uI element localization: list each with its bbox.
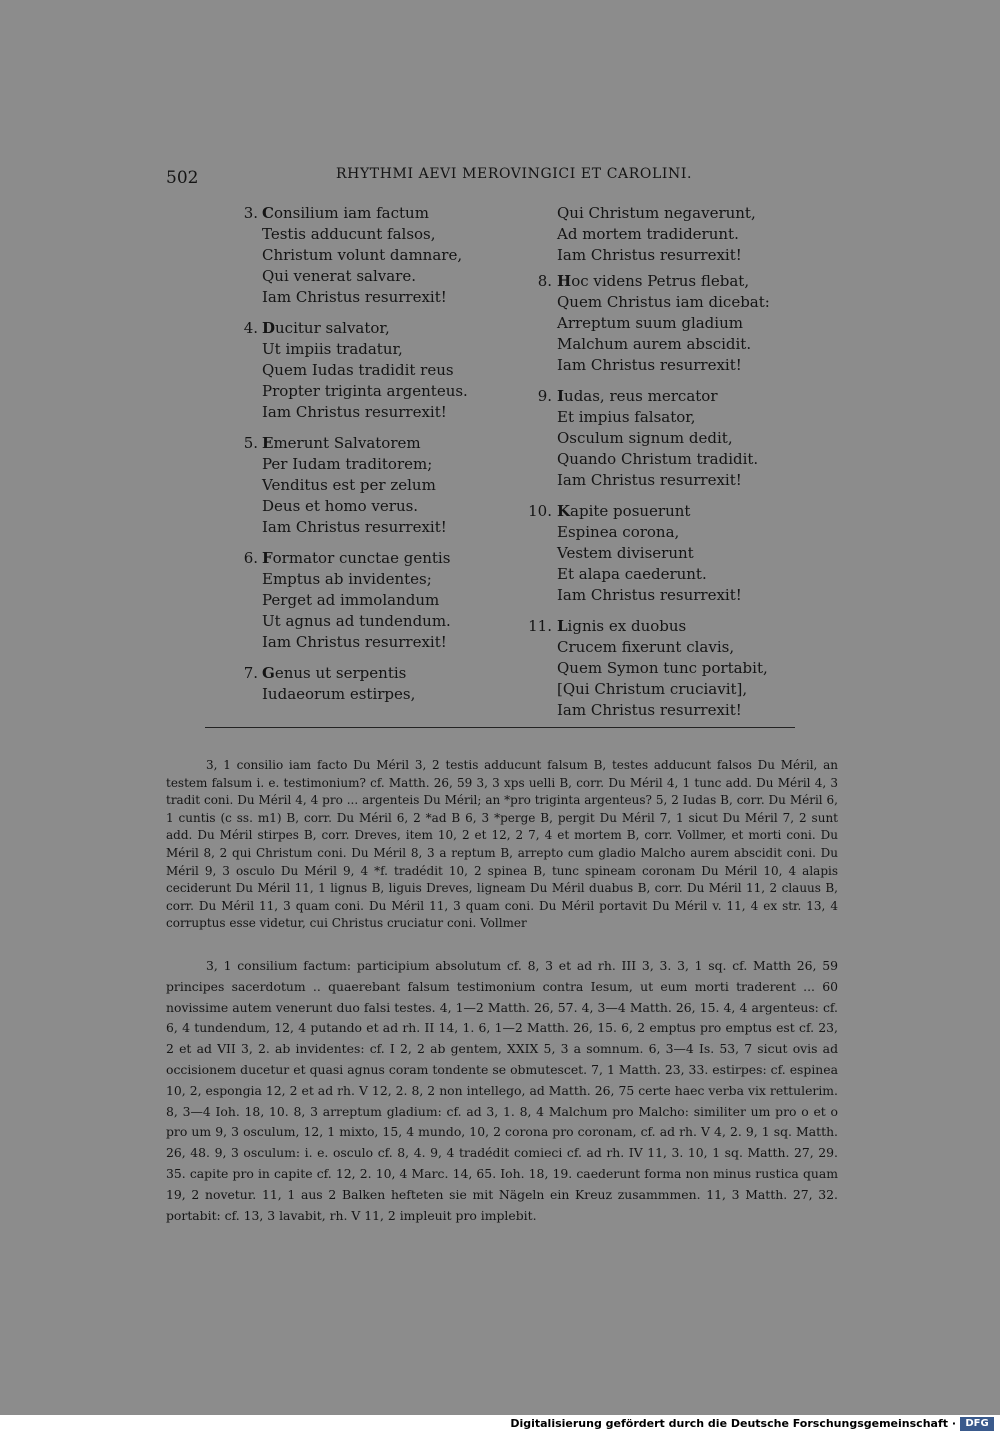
- verse-line: Iam Christus resurrexit!: [557, 471, 742, 489]
- stanza: [522, 386, 822, 491]
- stanza-number: 9.: [537, 387, 552, 405]
- stanza: [522, 616, 822, 721]
- verse-line: Per Iudam traditorem;: [262, 455, 433, 473]
- stanza: [522, 203, 822, 266]
- verse-line: Et impius falsator,: [557, 408, 696, 426]
- stanza-number: 11.: [528, 617, 552, 635]
- verse-line: Venditus est per zelum: [262, 476, 436, 494]
- stanza-number: 8.: [537, 272, 552, 290]
- footer-credit: Digitalisierung gefördert durch die Deutsche Forschungsgemeinschaft ·: [510, 1417, 956, 1430]
- stanza: [240, 433, 520, 538]
- verse-line: Lignis ex duobus: [557, 617, 687, 635]
- verse-line: Iudaeorum estirpes,: [262, 685, 416, 703]
- verse-line: Iudas, reus mercator: [557, 387, 718, 405]
- stanza: [240, 318, 520, 423]
- stanza-number: 4.: [243, 319, 258, 337]
- verse-line: Iam Christus resurrexit!: [557, 586, 742, 604]
- footer-bar: [0, 1415, 1000, 1434]
- verse-line: Quem Christus iam dicebat:: [557, 293, 770, 311]
- verse-line: Perget ad immolandum: [262, 591, 440, 609]
- verse-line: Formator cunctae gentis: [262, 549, 451, 567]
- verse-line: Deus et homo verus.: [262, 497, 419, 515]
- poem-right-column: [522, 203, 822, 731]
- verse-line: Malchum aurem abscidit.: [557, 335, 752, 353]
- verse-line: Consilium iam factum: [262, 204, 429, 222]
- verse-line: Quem Symon tunc portabit,: [557, 659, 768, 677]
- stanza: [240, 548, 520, 653]
- verse-line: Testis adducunt falsos,: [262, 225, 436, 243]
- verse-line: Iam Christus resurrexit!: [262, 518, 447, 536]
- verse-line: Iam Christus resurrexit!: [262, 288, 447, 306]
- verse-line: [Qui Christum cruciavit],: [557, 680, 748, 698]
- verse-line: Quem Iudas tradidit reus: [262, 361, 454, 379]
- dfg-logo-icon[interactable]: DFG: [960, 1417, 994, 1431]
- stanza-number: 10.: [528, 502, 552, 520]
- verse-line: Hoc videns Petrus flebat,: [557, 272, 750, 290]
- critical-apparatus: [166, 757, 838, 933]
- verse-line: Ut agnus ad tundendum.: [262, 612, 451, 630]
- verse-line: Arreptum suum gladium: [557, 314, 743, 332]
- page-number: 502: [166, 168, 199, 188]
- verse-line: Iam Christus resurrexit!: [262, 403, 447, 421]
- verse-line: Ducitur salvator,: [262, 319, 390, 337]
- verse-line: Emerunt Salvatorem: [262, 434, 421, 452]
- verse-line: Kapite posuerunt: [557, 502, 691, 520]
- verse-line: Iam Christus resurrexit!: [557, 701, 742, 719]
- verse-line: Propter triginta argenteus.: [262, 382, 468, 400]
- verse-line: Osculum signum dedit,: [557, 429, 733, 447]
- stanza: [240, 203, 520, 308]
- verse-line: Qui Christum negaverunt,: [557, 204, 756, 222]
- verse-line: Iam Christus resurrexit!: [262, 633, 447, 651]
- stanza-number: 6.: [243, 549, 258, 567]
- stanza: [240, 663, 520, 705]
- critical-apparatus-text: 3, 1 consilio iam facto Du Méril 3, 2 testis adducunt falsum B, testes adducunt falsos Du Méril, an testem falsum i. e. testimonium? cf. Matth. 26, 59 3, 3 xps uelli B, corr. Du Méril 4, 1 tunc add. Du Méril 4, 3 tradit coni. Du Méril 4, 4 pro ... argenteis Du Méril; an *pro triginta argenteus? 5, 2 Iudas B, corr. Du Méril 6, 1 cuntis (c ss. m1) B, corr. Du Méril 6, 2 *ad B 6, 3 *perge B, pergit Du Méril 7, 1 sicut Du Méril 7, 2 sunt add. Du Méril stirpes B, corr. Dreves, item 10, 2 et 12, 2 7, 4 et mortem B, corr. Vollmer, et morti coni. Du Méril 8, 2 qui Christum coni. Du Méril 8, 3 a reptum B, arrepto cum gladio Malcho aurem abscidit coni. Du Méril 9, 3 osculo Du Méril 9, 4 *f. tradédit 10, 2 spinea B, tunc spineam coronam Du Méril 10, 4 alapis ceciderunt Du Méril 11, 1 lignus B, liguis Dreves, ligneam Du Méril duabus B, corr. Du Méril 11, 2 clauus B, corr. Du Méril 11, 3 quam coni. Du Méril 11, 3 quam coni. Du Méril portavit Du Méril v. 11, 4 ex str. 13, 4 corruptus esse videtur, cui Christus cruciatur coni. Vollmer: [166, 758, 838, 931]
- stanza-number: 7.: [243, 664, 258, 682]
- verse-line: Iam Christus resurrexit!: [557, 246, 742, 264]
- verse-line: Crucem fixerunt clavis,: [557, 638, 735, 656]
- verse-line: Et alapa caederunt.: [557, 565, 707, 583]
- verse-line: Ad mortem tradiderunt.: [557, 225, 739, 243]
- stanza: [522, 271, 822, 376]
- poem-left-column: [240, 203, 520, 715]
- verse-line: Quando Christum tradidit.: [557, 450, 759, 468]
- commentary: [166, 956, 838, 1226]
- stanza: [522, 501, 822, 606]
- verse-line: Espinea corona,: [557, 523, 680, 541]
- stanza-number: 5.: [243, 434, 258, 452]
- verse-line: Emptus ab invidentes;: [262, 570, 432, 588]
- verse-line: Iam Christus resurrexit!: [557, 356, 742, 374]
- verse-line: Vestem diviserunt: [557, 544, 694, 562]
- verse-line: Christum volunt damnare,: [262, 246, 463, 264]
- commentary-text: 3, 1 consilium factum: participium absolutum cf. 8, 3 et ad rh. III 3, 3. 3, 1 sq. cf. Matth 26, 59 principes sacerdotum .. quaerebant falsum testimonium contra Iesum, ut eum morti traderent ... 60 novissime autem venerunt duo falsi testes. 4, 1—2 Matth. 26, 57. 4, 3—4 Matth. 26, 15. 4, 4 argenteus: cf. 6, 4 tundendum, 12, 4 putando et ad rh. II 14, 1. 6, 1—2 Matth. 26, 15. 6, 2 emptus pro emptus est cf. 23, 2 et ad VII 3, 2. ab invidentes: cf. I 2, 2 ab gentem, XXIX 5, 3 a somnum. 6, 3—4 Is. 53, 7 sicut ovis ad occisionem ducetur et quasi agnus coram tondente se obmutescet. 7, 1 Matth. 23, 33. estirpes: cf. espinea 10, 2, espongia 12, 2 et ad rh. V 12, 2. 8, 2 non intellego, ad Matth. 26, 75 certe haec verba vix rettulerim. 8, 3—4 Ioh. 18, 10. 8, 3 arreptum gladium: cf. ad 3, 1. 8, 4 Malchum pro Malcho: similiter um pro o et o pro um 9, 3 osculum, 12, 1 mixto, 15, 4 mundo, 10, 2 corona pro coronam, cf. ad rh. V 4, 2. 9, 1 sq. Matth. 26, 48. 9, 3 osculum: i. e. osculo cf. 8, 4. 9, 4 tradédit comieci cf. ad rh. IV 11, 3. 10, 1 sq. Matth. 27, 29. 35. capite pro in capite cf. 12, 2. 10, 4 Marc. 14, 65. Ioh. 18, 19. caederunt forma non minus rustica quam 19, 2 novetur. 11, 1 aus 2 Balken hefteten sie mit Nägeln ein Kreuz zusammmen. 11, 3 Matth. 27, 32. portabit: cf. 13, 3 lavabit, rh. V 11, 2 impleuit pro implebit.: [166, 958, 838, 1223]
- verse-line: Ut impiis tradatur,: [262, 340, 403, 358]
- verse-line: Qui venerat salvare.: [262, 267, 416, 285]
- running-title: RHYTHMI AEVI MEROVINGICI ET CAROLINI.: [336, 166, 693, 182]
- verse-line: Genus ut serpentis: [262, 664, 407, 682]
- stanza-number: 3.: [243, 204, 258, 222]
- footnote-divider: [205, 727, 795, 728]
